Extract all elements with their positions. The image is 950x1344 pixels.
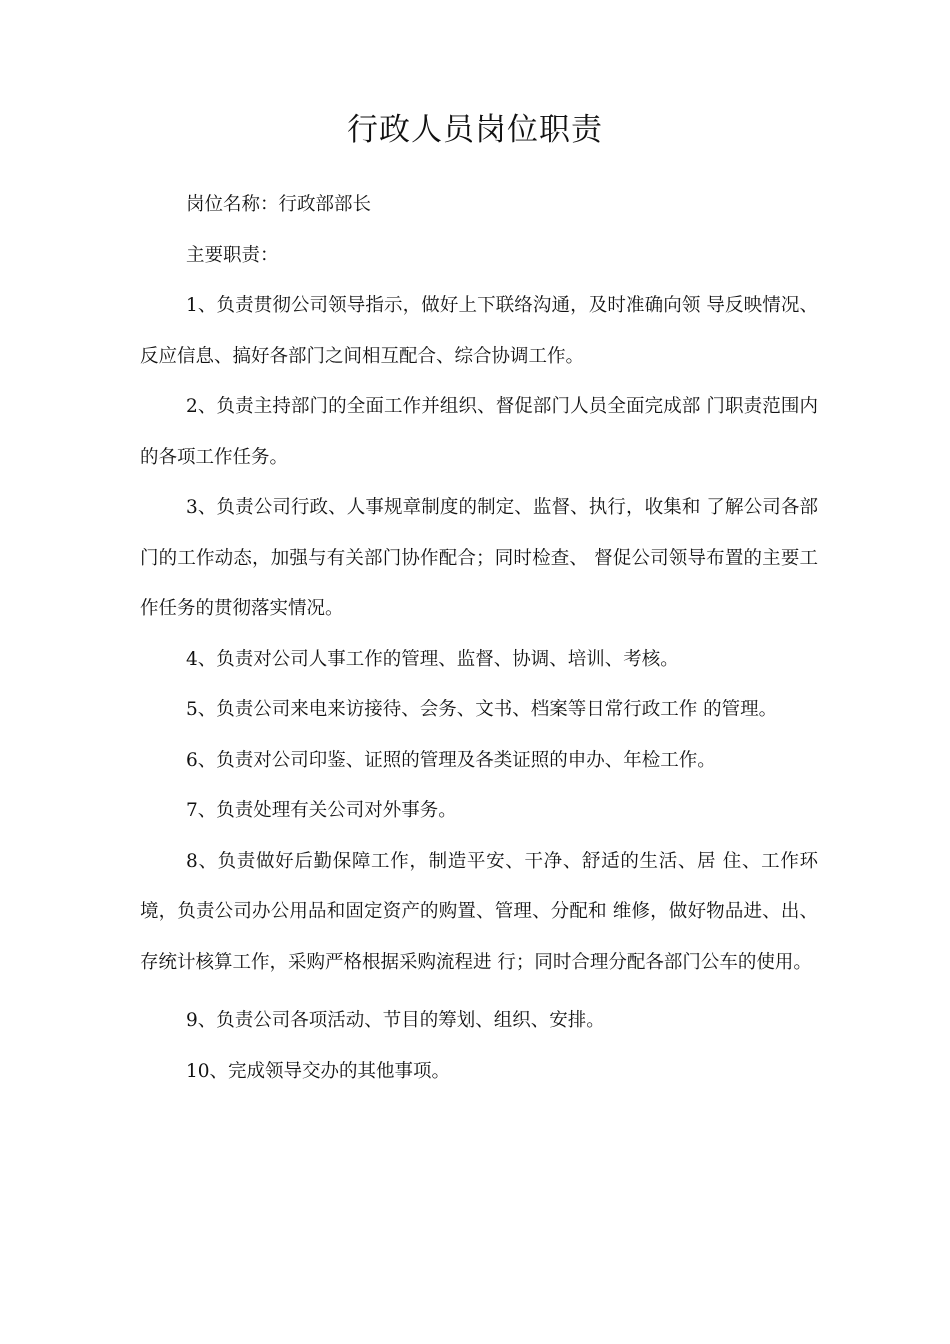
paragraph-position-name: 岗位名称：行政部部长	[186, 194, 372, 215]
paragraph-duty-10: 10、完成领导交办的其他事项。	[186, 1060, 451, 1082]
document-body	[140, 180, 818, 1097]
paragraph-duty-2: 2、负责主持部门的全面工作并组织、督促部门人员全面完成部 门职责范围内的各项工作任务。	[140, 396, 818, 468]
paragraph-duty-6: 6、负责对公司印鉴、证照的管理及各类证照的申办、年检工作。	[186, 749, 716, 771]
paragraph-duty-4: 4、负责对公司人事工作的管理、监督、协调、培训、考核。	[186, 648, 679, 670]
paragraph-duty-8: 8、负责做好后勤保障工作，制造平安、干净、舒适的生活、居 住、工作环境，负责公司办公用品和固定资产的购置、管理、分配和 维修，做好物品进、出、存统计核算工作，采购严格根据采购流程进 行；同时合理分配各部门公车的使用。	[140, 850, 818, 973]
document-title: 行政人员岗位职责	[347, 112, 603, 148]
paragraph-main-duties-heading: 主要职责：	[186, 244, 279, 266]
paragraph-duty-3: 3、负责公司行政、人事规章制度的制定、监督、执行，收集和 了解公司各部门的工作动态，加强与有关部门协作配合；同时检查、 督促公司领导布置的主要工作任务的贯彻落实情况。	[140, 497, 818, 619]
paragraph-duty-7: 7、负责处理有关公司对外事务。	[186, 800, 457, 821]
paragraph-duty-5: 5、负责公司来电来访接待、会务、文书、档案等日常行政工作 的管理。	[186, 699, 778, 720]
paragraph-duty-9: 9、负责公司各项活动、节目的筹划、组织、安排。	[186, 1010, 605, 1031]
paragraph-duty-1: 1、负责贯彻公司领导指示，做好上下联络沟通，及时准确向领 导反映情况、反应信息、搞好各部门之间相互配合、综合协调工作。	[140, 295, 818, 367]
